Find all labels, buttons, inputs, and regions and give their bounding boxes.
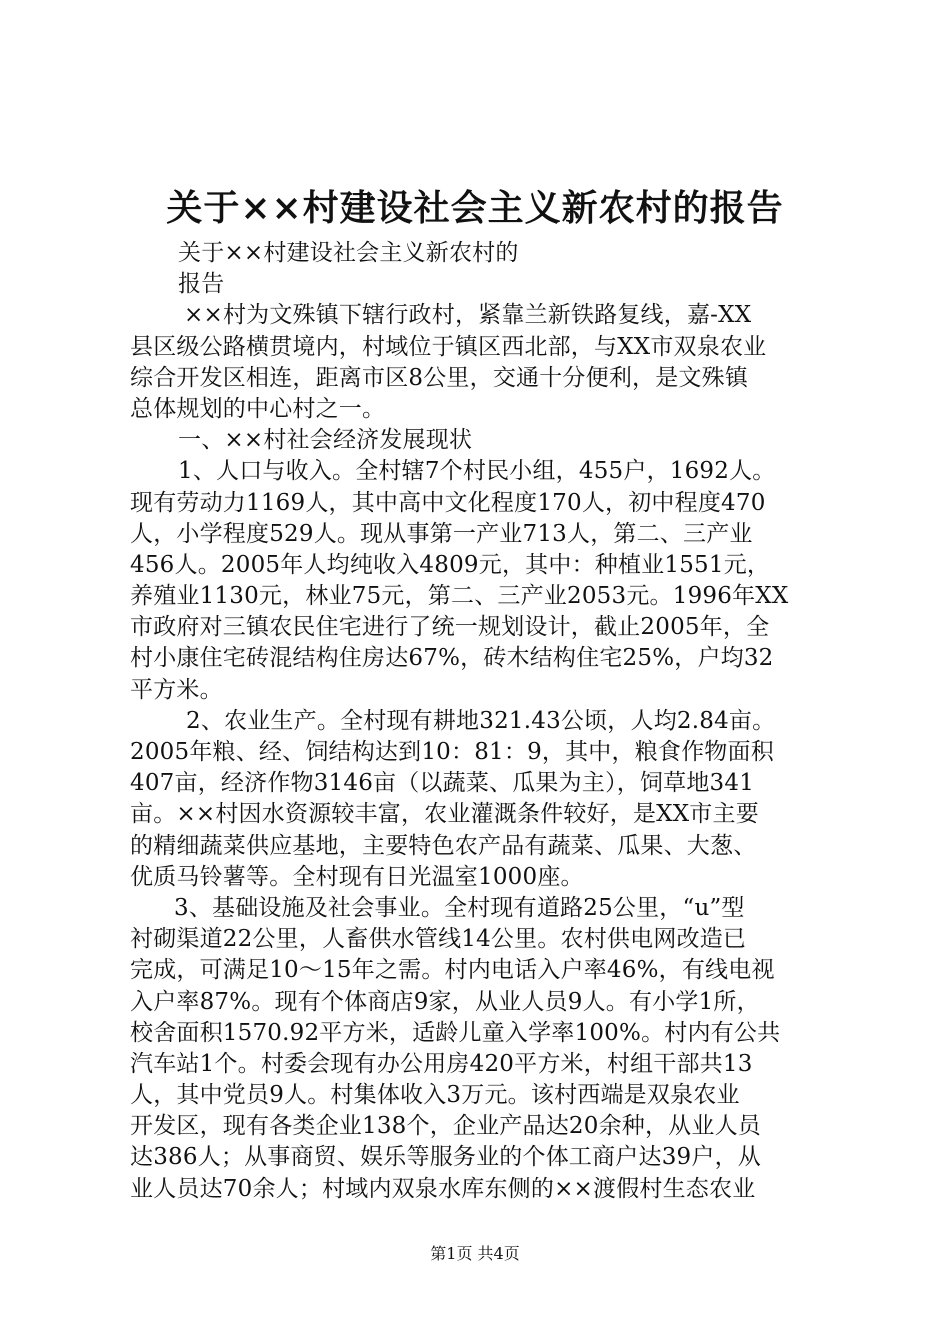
- paragraph-line: 村小康住宅砖混结构住房达67%，砖木结构住宅25%，户均32: [130, 645, 774, 672]
- paragraph-line: 456人。2005年人均纯收入4809元，其中：种植业1551元，: [130, 551, 771, 578]
- document-body: [130, 238, 842, 1205]
- paragraph-line: 人，小学程度529人。现从事第一产业713人，第二、三产业: [130, 520, 753, 547]
- paragraph-line: 的精细蔬菜供应基地，主要特色农产品有蔬菜、瓜果、大葱、: [130, 832, 757, 859]
- paragraph-line: 2005年粮、经、饲结构达到10：81：9，其中，粮食作物面积: [130, 739, 774, 765]
- paragraph-line: 市政府对三镇农民住宅进行了统一规划设计，截止2005年，全: [130, 614, 770, 641]
- paragraph-line: 开发区，现有各类企业138个，企业产品达20余种，从业人员: [130, 1113, 761, 1140]
- paragraph-line: 现有劳动力1169人，其中高中文化程度170人，初中程度470: [130, 489, 766, 516]
- paragraph-line: 优质马铃薯等。全村现有日光温室1000座。: [130, 863, 584, 890]
- subtitle-line: 关于××村建设社会主义新农村的: [178, 240, 519, 266]
- paragraph-line: 县区级公路横贯境内，村域位于镇区西北部，与XX市双泉农业: [130, 333, 767, 360]
- section-heading: 一、××村社会经济发展现状: [178, 427, 473, 454]
- paragraph-line: 2、农业生产。全村现有耕地321.43公顷，人均2.84亩。: [186, 707, 776, 734]
- paragraph-line: 人，其中党员9人。村集体收入3万元。该村西端是双泉农业: [130, 1082, 740, 1109]
- paragraph-line: 3、基础设施及社会事业。全村现有道路25公里，“u”型: [174, 894, 745, 921]
- paragraph-line: 1、人口与收入。全村辖7个村民小组，455户，1692人。: [178, 458, 776, 485]
- document-title: 关于××村建设社会主义新农村的报告: [166, 187, 784, 229]
- paragraph-line: 养殖业1130元，林业75元，第二、三产业2053元。1996年XX: [130, 583, 789, 610]
- paragraph-line: ××村为文殊镇下辖行政村，紧靠兰新铁路复线，嘉-XX: [184, 302, 752, 329]
- subtitle-line: 报告: [178, 271, 225, 298]
- paragraph-line: 入户率87%。现有个体商店9家，从业人员9人。有小学1所，: [130, 988, 760, 1015]
- paragraph-line: 总体规划的中心村之一。: [130, 395, 386, 422]
- paragraph-line: 业人员达70余人；村域内双泉水库东侧的××渡假村生态农业: [130, 1175, 756, 1202]
- paragraph-line: 平方米。: [130, 676, 223, 703]
- paragraph-line: 衬砌渠道22公里，人畜供水管线14公里。农村供电网改造已: [130, 926, 747, 953]
- paragraph-line: 完成，可满足10～15年之需。村内电话入户率46%，有线电视: [130, 957, 775, 984]
- paragraph-line: 汽车站1个。村委会现有办公用房420平方米，村组干部共13: [130, 1050, 753, 1077]
- paragraph-line: 407亩，经济作物3146亩（以蔬菜、瓜果为主），饲草地341: [130, 770, 755, 797]
- paragraph-line: 达386人；从事商贸、娱乐等服务业的个体工商户达39户，从: [130, 1144, 761, 1171]
- page-number-footer: 第1页 共4页: [430, 1244, 520, 1263]
- paragraph-line: 亩。××村因水资源较丰富，农业灌溉条件较好，是XX市主要: [130, 801, 759, 828]
- paragraph-line: 综合开发区相连，距离市区8公里，交通十分便利，是文殊镇: [130, 364, 749, 391]
- paragraph-line: 校舍面积1570.92平方米，适龄儿童入学率100%。村内有公共: [130, 1019, 781, 1046]
